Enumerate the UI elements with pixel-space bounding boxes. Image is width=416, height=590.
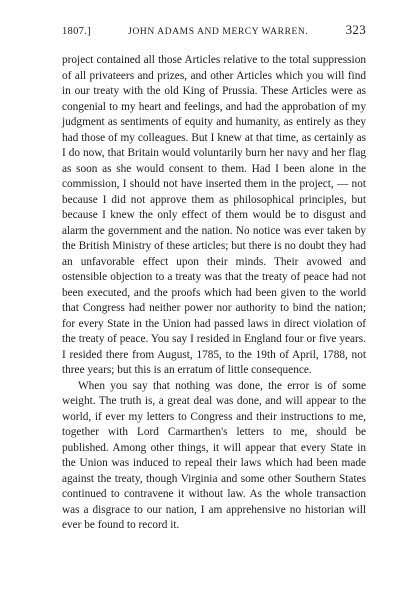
running-head — [62, 22, 366, 42]
book-page — [62, 22, 366, 534]
paragraph-2: When you say that nothing was done, the error is of some weight. The truth is, a great deal was done, and will appear to the world, if ever my letters to Congress and their instructions to me, together with Lord Carmarthen's letters to me, should be published. Among other things, it will appear that every State in the Union was induced to repeal their laws which had been made against the treaty, though Virginia and some other Southern States continued to contravene it without law. As the whole transaction was a disgrace to our nation, I am apprehensive no historian will ever be found to record it. — [62, 379, 366, 531]
page-number: 323 — [345, 22, 366, 37]
header-title: JOHN ADAMS AND MERCY WARREN. — [128, 27, 309, 37]
paragraph-1: project contained all those Articles relative to the total suppression of all privateers and prizes, and other Articles which you will find in our treaty with the old King of Prussia. These Articles were as congenial to my heart and feelings, and had the approbation of my judgment as sentiments of equity and humanity, as entirely as they had those of my colleagues. But I knew at that time, as certainly as I do now, that Britain would voluntarily burn her navy and her flag as soon as she would consent to them. Had I been alone in the commission, I should not have inserted them in the project, — not because I did not approve them as philosophical principles, but because I knew the only effect of them would be to disgust and alarm the government and the nation. No notice was ever taken by the British Ministry of these articles; but there is no doubt they had an unfavorable effect upon their minds. Their avowed and ostensible objection to a treaty was that the treaty of peace had not been executed, and the proofs which had been given to the world that Congress had neither power nor authority to bind the nation; for every State in the Union had passed laws in direct violation of the treaty of peace. You say I resided in England four or five years. I resided there from August, 1785, to the 19th of April, 1788, not three years; but this is an erratum of little consequence. — [62, 54, 366, 376]
header-date: 1807.] — [62, 26, 91, 37]
body-text — [62, 53, 366, 534]
